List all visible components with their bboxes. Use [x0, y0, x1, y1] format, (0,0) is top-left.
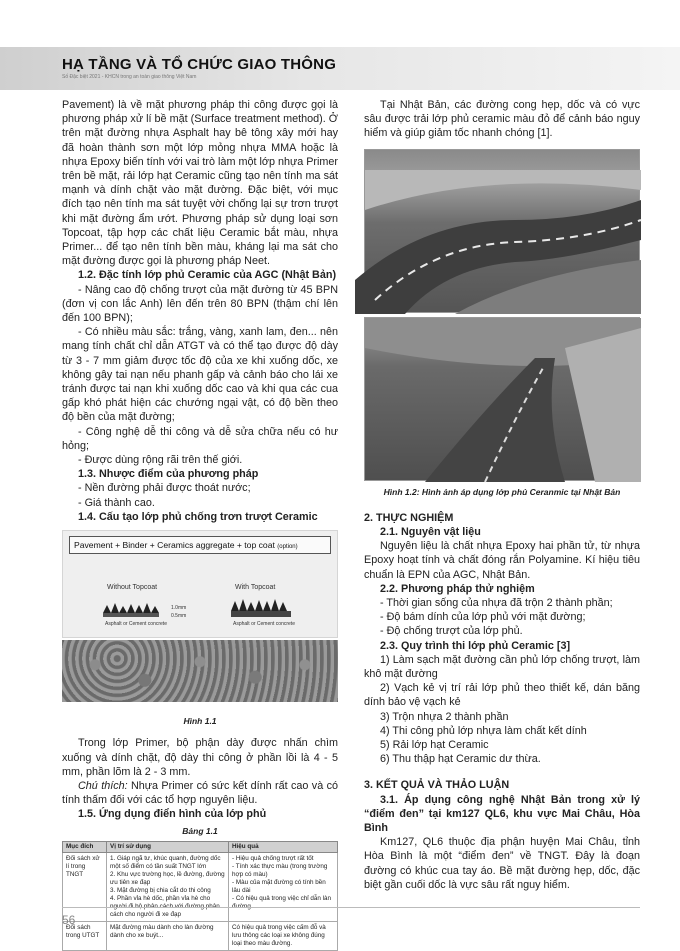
table-row	[63, 852, 338, 921]
heading-2-1: 2.1. Nguyên vật liệu	[380, 526, 481, 539]
heading-2-2: 2.2. Phương pháp thử nghiệm	[380, 582, 535, 595]
road-photo-2	[364, 317, 640, 481]
bullet-wide: - Được dùng rộng rãi trên thế giới.	[78, 454, 243, 467]
table-cell: Có hiệu quả trong việc cấm đỗ và lưu thông các loại xe không đúng loại theo màu đường.	[229, 921, 338, 950]
procedure-step: 4) Thi công phủ lớp nhựa làm chất kết dính	[380, 724, 587, 737]
japan-paragraph: Tại Nhật Bản, các đường cong hẹp, dốc và có vực sâu được trải lớp phủ ceramic màu đỏ để cảnh báo nguy hiểm và giúp giảm tốc nhanh chóng [1].	[364, 99, 640, 140]
svg-text:1.0mm: 1.0mm	[171, 605, 187, 612]
method-item: - Độ bám dính của lớp phủ với mặt đường;	[380, 611, 586, 624]
curved-road-illustration	[365, 150, 641, 314]
right-column	[364, 98, 640, 892]
heading-1-4: 1.4. Cấu tạo lớp phủ chống trơn trượt Ceramic	[78, 510, 318, 523]
note-label: Chú thích:	[78, 779, 128, 792]
km127-paragraph: Km127, QL6 thuộc địa phận huyện Mai Châu, tỉnh Hòa Bình là một “điểm đen” về TNGT. Đây là đoạn đường có khúc cua tay áo. Bề mặt đường hẹp, dốc, đặc biệt gần cuối dốc là vực sâu rất nguy hiểm.	[364, 836, 640, 891]
bullet-easy: - Công nghệ dễ thi công và dễ sửa chữa nếu có hư hỏng;	[62, 425, 338, 452]
base-layer-right: Asphalt or Cement concrete	[233, 621, 295, 628]
heading-1-3: 1.3. Nhược điểm của phương pháp	[78, 468, 259, 481]
application-table	[62, 841, 338, 951]
heading-1-2: 1.2. Đặc tính lớp phủ Ceramic của AGC (Nhật Bản)	[78, 269, 337, 282]
issue-subtitle: Số Đặc biệt 2021 - KHCN trong an toàn giao thông Việt Nam	[62, 74, 197, 80]
drawback-cost: - Giá thành cao.	[78, 496, 155, 509]
formula-option: (option)	[277, 544, 298, 551]
road-photo-1	[364, 149, 640, 313]
procedure-step: 1) Làm sạch mặt đường cần phủ lớp chống trượt, làm khô mặt đường	[364, 653, 640, 681]
table-cell: Đối sách xử lí trong TNGT	[63, 852, 107, 921]
drawback-drainage: - Nền đường phải được thoát nước;	[78, 482, 251, 495]
table-header-location: Vị trí sử dụng	[107, 841, 229, 852]
formula-text: Pavement + Binder + Ceramics aggregate + top coat	[74, 540, 275, 551]
section-2-heading: 2. THỰC NGHIỆM	[364, 511, 454, 524]
materials-paragraph: Nguyên liệu là chất nhựa Epoxy hai phần tử, từ nhựa Epoxy hoạt tính và chất đóng rắn Polyamine. Kí hiệu tiêu chuẩn là EPN của AGC, Nhật Bản.	[364, 540, 640, 581]
footer-divider	[62, 907, 640, 908]
page-number: 56	[62, 913, 76, 927]
table-header-purpose: Mục đích	[63, 841, 107, 852]
left-column	[62, 98, 338, 951]
mountain-road-illustration	[365, 318, 641, 482]
table-cell: 1. Giáp ngã tư, khúc quanh, đường dốc một số điểm có tần suất TNGT lớn 2. Khu vực trường học, lề đường, đường ưu tiên xe đạp 3. Mặt đường bị chia cắt do thi công 4. Phần vỉa hè dốc, phần vỉa hè cho cách cho người đi xe đạp	[107, 852, 229, 921]
note-paragraph	[62, 779, 338, 807]
bullet-colors: - Có nhiều màu sắc: trắng, vàng, xanh lam, đen... nên mang tính chất chỉ dẫn ATGT và có thể tạo được độ dày từ 3 - 7 mm giảm được tốc độ của xe khi xuống dốc, xe không gây tai nạn nếu phanh gấp và cảnh báo cho lái xe tránh được tai nạn khi xuống dốc cao và khi qua các cua gấp khó phát hiện các chướng ngại vật, có độ bền theo độ bền của mặt đường;	[62, 326, 338, 424]
section-3-heading: 3. KẾT QUẢ VÀ THẢO LUẬN	[364, 779, 510, 792]
svg-text:0.5mm: 0.5mm	[171, 613, 187, 620]
heading-2-3: 2.3. Quy trình thi lớp phủ Ceramic [3]	[380, 639, 571, 652]
layer-diagram	[62, 530, 338, 638]
procedure-step: 2) Vạch kẻ vị trí rải lớp phủ theo thiết kế, dán băng dính bảo vệ vạch kẻ	[364, 682, 640, 709]
procedure-step: 5) Rải lớp hạt Ceramic	[380, 739, 489, 752]
bullet-skid: - Nâng cao độ chống trượt của mặt đường từ 45 BPN (đơn vị con lắc Anh) lên đến trên 80 BPN (thậm chí lên đến 100 BPN);	[62, 283, 338, 325]
table-1-1-caption: Bảng 1.1	[182, 825, 218, 836]
table-row	[63, 921, 338, 950]
section-title: HẠ TẦNG VÀ TỔ CHỨC GIAO THÔNG	[62, 56, 337, 73]
table-cell: Mặt đường màu dành cho làn đường dành cho xe buýt...	[107, 921, 229, 950]
method-item: - Độ chống trượt của lớp phủ.	[380, 625, 523, 638]
method-item: - Thời gian sống của nhựa đã trộn 2 thành phần;	[380, 597, 613, 610]
procedure-step: 6) Thu thập hạt Ceramic dư thừa.	[380, 753, 541, 766]
heading-3-1: 3.1. Áp dụng công nghệ Nhật Bản trong xử lý “điểm đen” tại km127 QL6, khu vực Mai Châu, Hòa Bình	[364, 793, 640, 835]
primer-paragraph: Trong lớp Primer, bộ phận dày được nhấn chìm xuống và dính chặt, độ dày thi công ở phần lồi là 4 - 5 mm, phần lõm là 2 - 3 mm.	[62, 737, 338, 778]
figure-1-2-caption: Hình 1.2: Hình ảnh áp dụng lớp phủ Ceranmic tại Nhật Bản	[383, 486, 621, 497]
with-topcoat-label: With Topcoat	[235, 584, 276, 592]
intro-paragraph: Pavement) là về mặt phương pháp thi công được gọi là phương pháp xử lí bề mặt (Surface treatment method). Ở trên mặt đường nhựa Asphalt hay bê tông xây mới hay đã hoàn thành sơn một lớp mỏng nhựa MMA hoặc là nhựa Epoxy biến tính với vai trò làm một lớp nhựa Primer trên bề mặt, rải lớp hạt Ceramic cũng tạo nên tính ma sát mạnh và dính chặt vào mặt đường. Đặc biệt, với mục đích tạo nên tính ma sát tuyệt vời chống lại sự trơn trượt khi mặt đường ẩm ướt. Phương pháp sử dụng loại sơn Topcoat, tập hợp các chất liệu Ceramic bắt màu, nhựa Primer... để tạo nên tính bền màu, kháng lại ma sát cho mặt đường được gọi là phương pháp Neet.	[62, 99, 338, 268]
heading-1-5: 1.5. Ứng dụng điển hình của lớp phủ	[78, 808, 267, 821]
note-text: Nhựa Primer có sức kết dính rất cao và có tính thấm đối với các tổ hợp nguyên liệu.	[62, 779, 338, 807]
table-cell: Đối sách trong UTGT	[63, 921, 107, 950]
table-header-effect: Hiệu quả	[229, 841, 338, 852]
base-layer-left: Asphalt or Cement concrete	[105, 621, 167, 628]
layer-formula	[69, 536, 331, 554]
without-topcoat-label: Without Topcoat	[107, 584, 158, 592]
figure-1-1-caption: Hình 1.1	[183, 716, 217, 727]
procedure-step: 3) Trộn nhựa 2 thành phần	[380, 710, 509, 723]
table-cell: - Hiệu quả chống trượt rất tốt - Tính xác thực màu (trong trường hợp có màu) - Màu của mặt đường có tính bền lâu dài - Có hiệu quả trong việc chỉ dẫn làn	[229, 852, 338, 921]
